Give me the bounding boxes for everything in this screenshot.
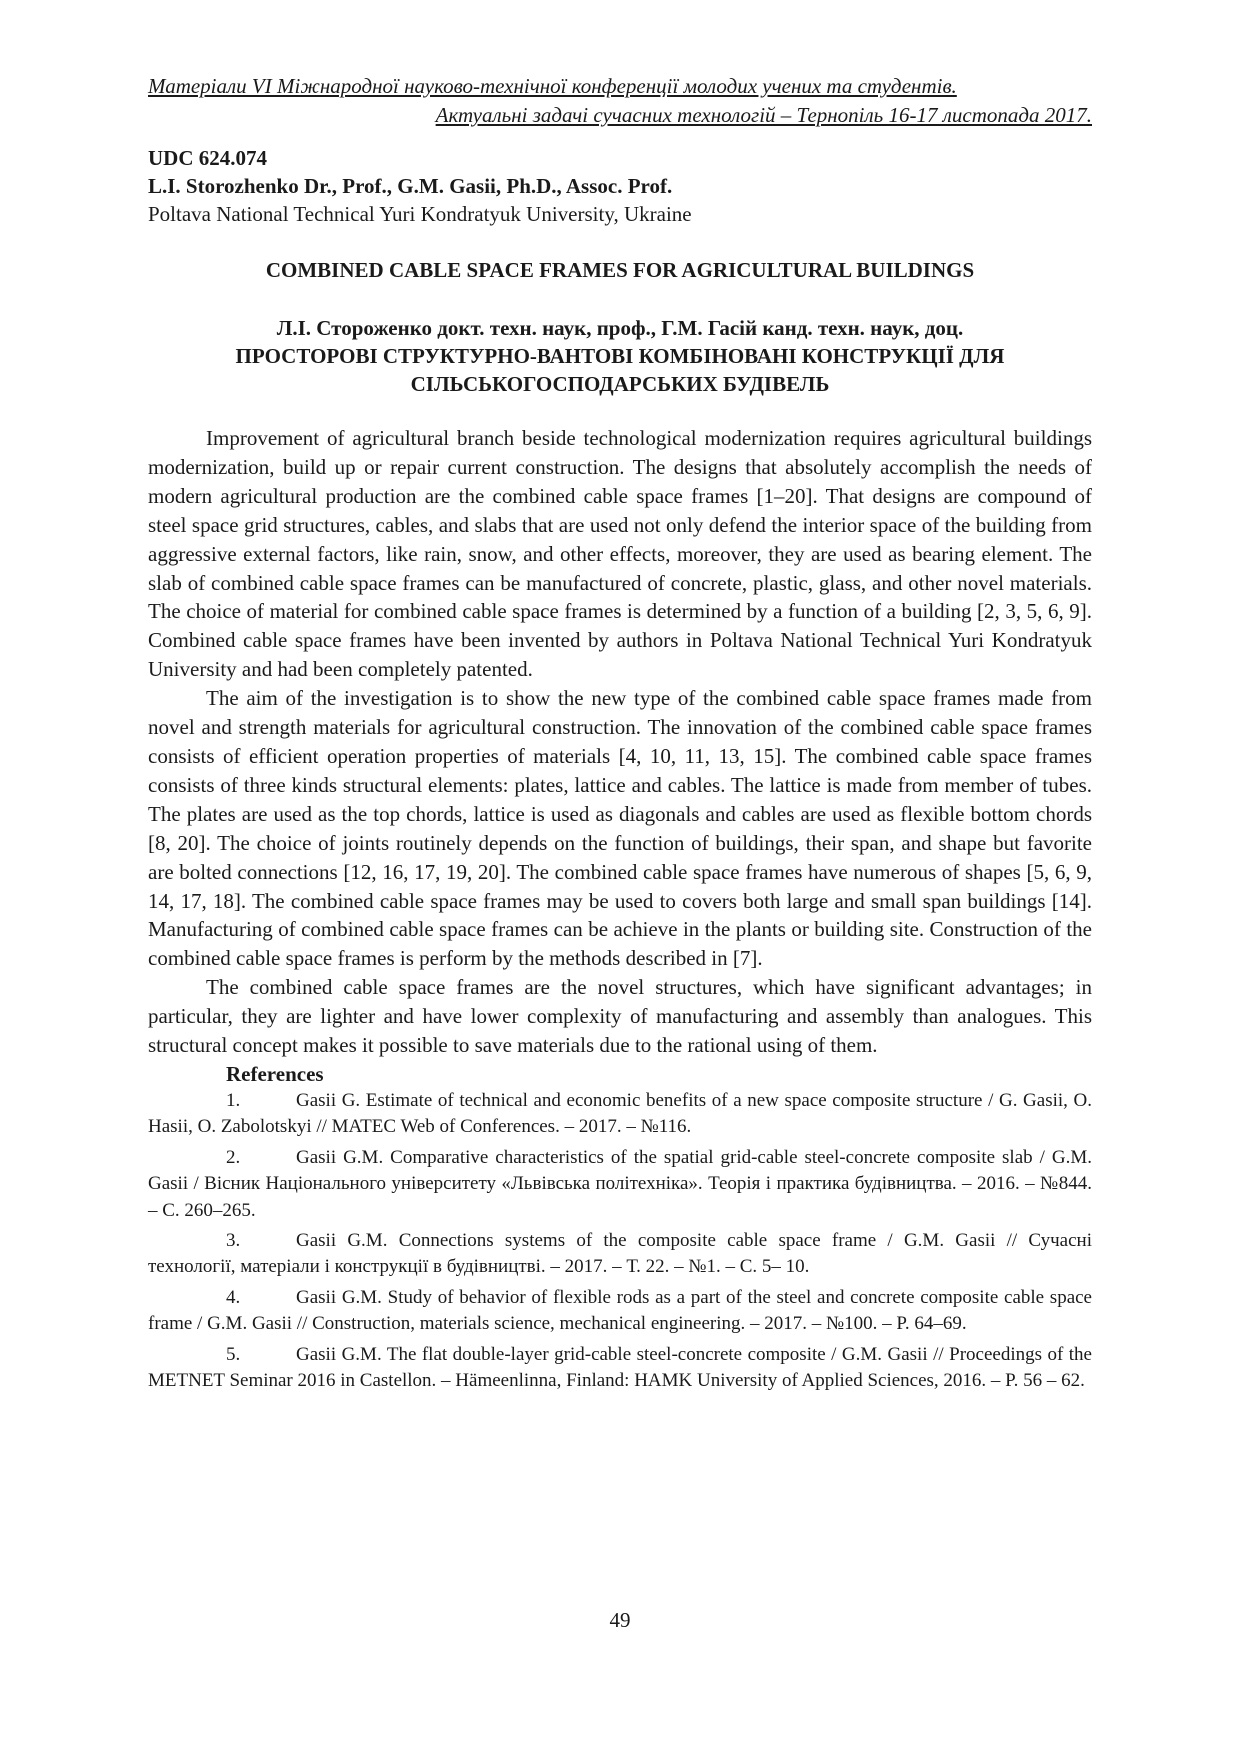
page-number: 49 (609, 1608, 631, 1632)
authors-ua: Л.І. Стороженко докт. техн. наук, проф., Г.М. Гасій канд. техн. наук, доц. (276, 316, 964, 340)
reference-text: Gasii G.M. The flat double-layer grid-cable steel-concrete composite / G.M. Gasii // Proceedings of the METNET Seminar 2016 in Castellon. – Hämeenlinna, Finland: HAMK University of Applied Sciences, 2016. – P. 56 – 62. (148, 1343, 1092, 1391)
reference-item (148, 1145, 1092, 1224)
body-text (148, 424, 1092, 1060)
reference-text: Gasii G.M. Comparative characteristics of the spatial grid-cable steel-concrete composite slab / G.M. Gasii / Вісник Національного університету «Львівська політехніка». Теорія і практика будівництва. – 2016. – №844. – С. 260–265. (148, 1146, 1092, 1221)
running-header-line1: Матеріали VI Міжнародної науково-технічної конференції молодих учених та студентів. (148, 74, 957, 98)
authors-en: L.I. Storozhenko Dr., Prof., G.M. Gasii, Ph.D., Assoc. Prof. (148, 174, 673, 198)
references-heading: References (226, 1061, 324, 1086)
reference-number: 3. (226, 1229, 241, 1251)
reference-number: 5. (226, 1343, 241, 1365)
body-paragraph: The combined cable space frames are the novel structures, which have significant advantages; in particular, they are lighter and have lower complexity of manufacturing and assembly than analogues. This structural concept makes it possible to save materials due to the rational using of them. (148, 975, 1092, 1058)
paper-page (148, 72, 1092, 1398)
reference-item (148, 1285, 1092, 1338)
body-paragraph: The aim of the investigation is to show the new type of the combined cable space frames made from novel and strength materials for agricultural construction. The innovation of the combined cable space frames consists of efficient operation properties of materials [4, 10, 11, 13, 15]. The combined cable space frames consists of three kinds structural elements: plates, lattice and cables. The lattice is made from member of tubes. The plates are used as the top chords, lattice is used as diagonals and cables are used as flexible bottom chords [8, 20]. The choice of joints routinely depends on the function of buildings, their span, and shape but favorite are bolted connections [12, 16, 17, 19, 20]. The combined cable space frames have numerous of shapes [5, 6, 9, 14, 17, 18]. The combined cable space frames may be used to covers both large and small span buildings [14]. Manufacturing of combined cable space frames can be achieve in the plants or building site. Construction of the combined cable space frames is perform by the methods described in [7]. (148, 686, 1092, 971)
reference-number: 2. (226, 1146, 241, 1168)
affiliation: Poltava National Technical Yuri Kondratyuk University, Ukraine (148, 202, 692, 226)
reference-text: Gasii G. Estimate of technical and economic benefits of a new space composite structure / G. Gasii, O. Hasii, O. Zabolotskyi // MATEC Web of Conferences. – 2017. – №116. (148, 1089, 1092, 1138)
paper-title-en: COMBINED CABLE SPACE FRAMES FOR AGRICULTURAL BUILDINGS (265, 258, 975, 282)
reference-item (148, 1342, 1092, 1395)
reference-item (148, 1228, 1092, 1281)
references-list (148, 1088, 1092, 1394)
body-paragraph: Improvement of agricultural branch beside technological modernization requires agricultural buildings modernization, build up or repair current construction. The designs that absolutely accomplish the needs of modern agricultural production are the combined cable space frames [1–20]. That designs are compound of steel space grid structures, cables, and slabs that are used not only defend the interior space of the building from aggressive external factors, like rain, snow, and other effects, moreover, they are used as bearing element. The slab of combined cable space frames can be manufactured of concrete, plastic, glass, and other novel materials. The choice of material for combined cable space frames is determined by a function of a building [2, 3, 5, 6, 9]. Combined cable space frames have been invented by authors in Poltava National Technical Yuri Kondratyuk University and had been completely patented. (148, 426, 1092, 682)
reference-item (148, 1088, 1092, 1141)
reference-text: Gasii G.M. Connections systems of the composite cable space frame / G.M. Gasii // Сучасні технології, матеріали і конструкції в будівництві. – 2017. – Т. 22. – №1. – С. 5– 10. (148, 1229, 1092, 1278)
reference-number: 1. (226, 1089, 241, 1111)
running-header (148, 72, 1092, 130)
paper-title-ua: ПРОСТОРОВІ СТРУКТУРНО-ВАНТОВІ КОМБІНОВАНІ КОНСТРУКЦІЇ ДЛЯ СІЛЬСЬКОГОСПОДАРСЬКИХ БУДІВЕЛЬ (235, 344, 1005, 396)
reference-number: 4. (226, 1286, 241, 1308)
udc-code: UDC 624.074 (148, 146, 267, 170)
running-header-line2: Актуальні задачі сучасних технологій – Тернопіль 16-17 листопада 2017. (435, 103, 1092, 127)
reference-text: Gasii G.M. Study of behavior of flexible rods as a part of the steel and concrete composite cable space frame / G.M. Gasii // Construction, materials science, mechanical engineering. – 2017. – №100. – P. 64–69. (148, 1286, 1092, 1335)
